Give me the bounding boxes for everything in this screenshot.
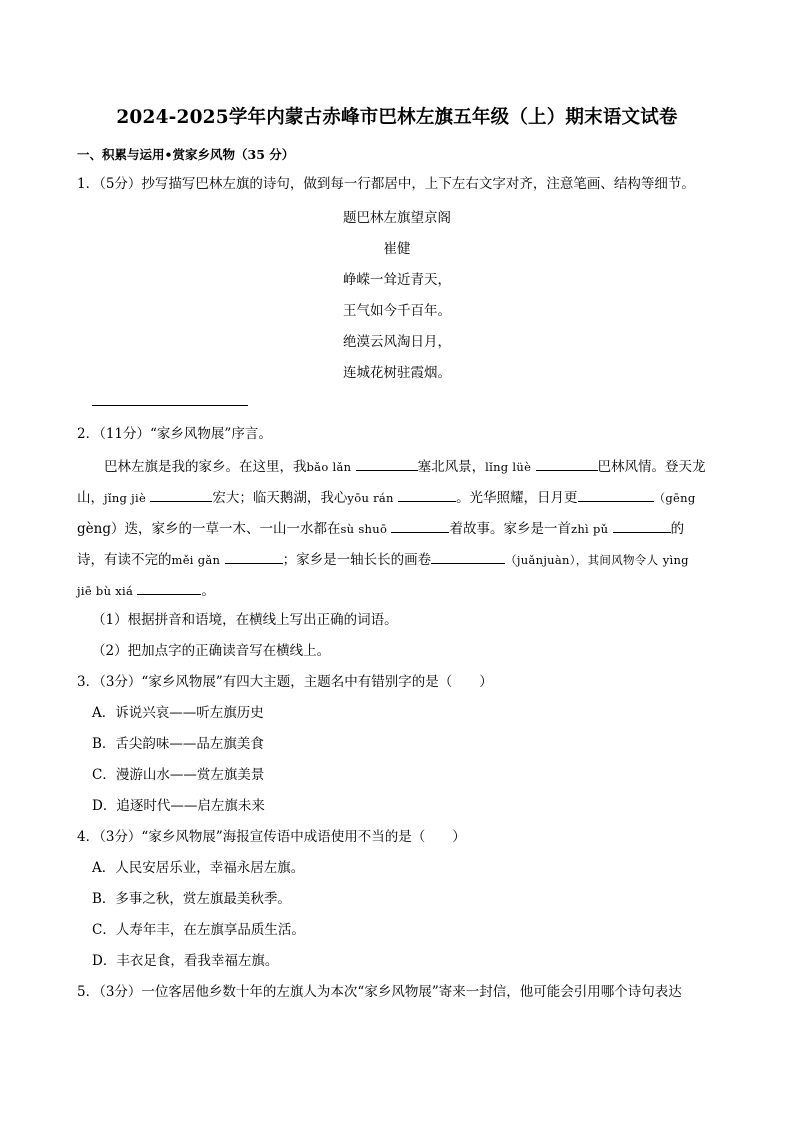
answer-blank[interactable] [225,549,283,564]
q2-text: 山， [77,490,104,506]
question-5-stem: 5．（3分）一位客居他乡数十年的左旗人为本次“家乡风物展”寄来一封信，他可能会引用哪个诗句表达 [77,984,682,1000]
pinyin-text: yìng [662,553,689,567]
q2-text: 塞北风景， [417,459,486,475]
q4-option-c[interactable]: C．人寿年丰，在左旗享品质生活。 [92,922,305,938]
pinyin-text: bǎo lǎn [306,460,352,474]
answer-blank-line[interactable] [92,405,248,406]
q2-text: 的 [670,521,685,537]
question-4-stem: 4．（3分）“家乡风物展”海报宣传语中成语使用不当的是（ ） [77,829,466,845]
q2-text: 。 [201,583,215,599]
poem-author: 崔健 [383,241,411,257]
q2-para-line-1 [104,456,706,476]
poem-line-3: 绝漠云风淘日月， [343,334,451,350]
q2-para-line-2 [77,487,696,507]
q2-para-line-3 [77,518,684,538]
pinyin-text: yōu rán [347,491,394,505]
answer-blank[interactable] [150,487,212,502]
page-title: 2024-2025学年内蒙古赤峰市巴林左旗五年级（上）期末语文试卷 [116,107,678,128]
pinyin-text: zhì pǔ [570,522,609,536]
answer-blank[interactable] [578,487,654,502]
pinyin-text: lǐng lüè [485,460,532,474]
pinyin-text: jiē bù xiá [77,584,134,598]
q4-option-b[interactable]: B．多事之秋，赏左旗最美秋季。 [92,891,291,907]
q4-option-a[interactable]: A．人民安居乐业，幸福永居左旗。 [92,860,305,876]
q3-option-c[interactable]: C．漫游山水——赏左旗美景 [92,767,265,783]
answer-blank[interactable] [356,456,418,471]
q2-text: 。光华照耀，日月更 [456,490,578,506]
q2-text: 巴林左旗是我的家乡。在这里，我 [104,459,307,475]
q2-subquestion-2: （2）把加点字的正确读音写在横线上。 [92,643,331,659]
answer-blank[interactable] [613,518,671,533]
answer-blank[interactable] [536,456,598,471]
question-3-stem: 3．（3分）“家乡风物展”有四大主题，主题名中有错别字的是（ ） [77,674,493,690]
q2-text: gèng）迭，家乡的一草一木、一山一水都在 [77,521,341,537]
q2-text: ；家乡是一轴长长的画卷 [282,552,432,568]
poem-line-2: 王气如今千百年。 [343,303,451,319]
poem-line-1: 峥嵘一耸近青天， [343,272,451,288]
q2-text: 巴林风情。登天龙 [597,459,706,475]
poem-line-4: 连城花树驻霞烟。 [343,365,451,381]
q4-option-d[interactable]: D．丰衣足食，看我幸福左旗。 [92,953,279,969]
q2-text: 着故事。家乡是一首 [449,521,571,537]
q2-text: （juǎnjuàn），其间风物令人 [505,553,659,567]
q3-option-a[interactable]: A．诉说兴哀——听左旗历史 [92,705,264,721]
answer-blank[interactable] [398,487,456,502]
pinyin-text: měi gǎn [171,553,221,567]
pinyin-text: jǐng jiè [104,491,147,505]
q3-option-d[interactable]: D．追逐时代——启左旗未来 [92,798,265,814]
question-2-stem: 2．（11分）“家乡风物展”序言。 [77,426,272,442]
q3-option-b[interactable]: B．舌尖韵味——品左旗美食 [92,736,264,752]
q2-text: 诗，有读不完的 [77,552,172,568]
answer-blank[interactable] [391,518,449,533]
poem-title: 题巴林左旗望京阁 [343,210,451,226]
pinyin-option: （gēng [653,491,696,505]
answer-blank[interactable] [431,549,505,564]
q2-subquestion-1: （1）根据拼音和语境，在横线上写出正确的词语。 [92,612,398,628]
q2-para-line-5 [77,580,215,600]
section-heading: 一、积累与运用•赏家乡风物（35 分） [77,147,295,162]
question-1-stem: 1．（5分）抄写描写巴林左旗的诗句，做到每一行都居中，上下左右文字对齐，注意笔画、结构等细节。 [77,176,695,192]
q2-para-line-4 [77,549,689,569]
q2-text: 宏大；临天鹅湖，我心 [212,490,348,506]
answer-blank[interactable] [137,580,201,595]
pinyin-text: sù shuō [340,522,388,536]
